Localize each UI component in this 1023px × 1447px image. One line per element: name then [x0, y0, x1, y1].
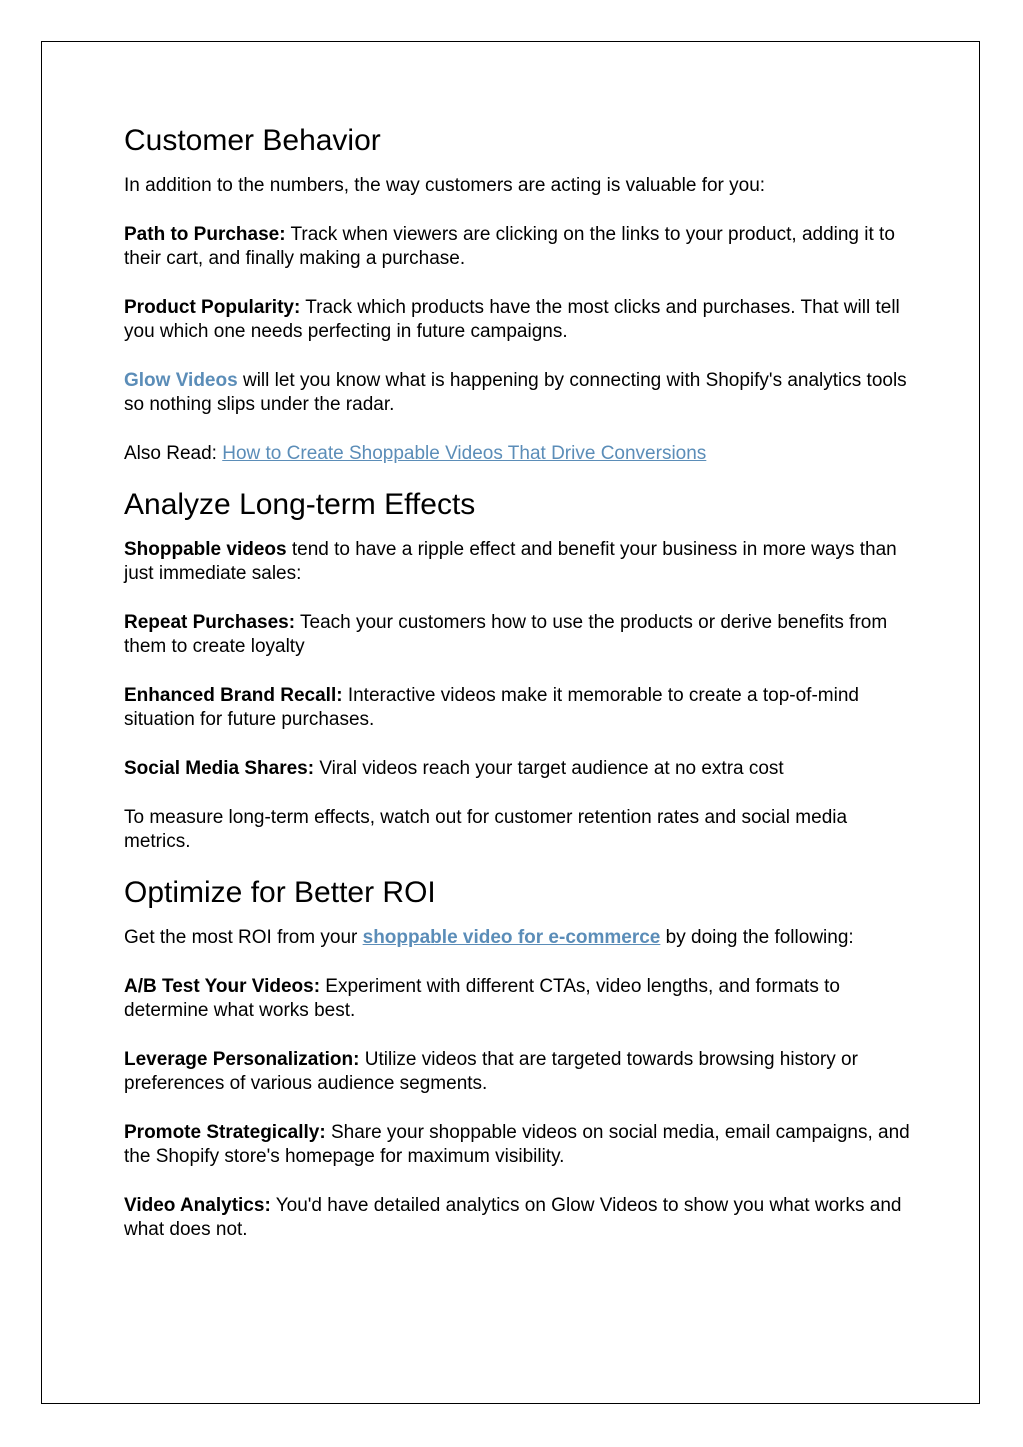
- intro-prefix: Get the most ROI from your: [124, 927, 363, 948]
- intro-text: tend to have a ripple effect and benefit your business in more ways than just immediate sales:: [124, 539, 897, 584]
- item-text: Track which products have the most clicks and purchases. That will tell you which one needs perfecting in future campaigns.: [124, 297, 900, 342]
- item-text: You'd have detailed analytics on Glow Videos to show you what works and what does not.: [124, 1195, 902, 1240]
- item-label: Repeat Purchases:: [124, 612, 296, 633]
- glow-videos-paragraph: [124, 369, 914, 417]
- also-read: [124, 442, 914, 466]
- item-label: Leverage Personalization:: [124, 1049, 360, 1070]
- also-read-link[interactable]: How to Create Shoppable Videos That Drive Conversions: [222, 443, 707, 464]
- item-label: A/B Test Your Videos:: [124, 976, 321, 997]
- item-text: Interactive videos make it memorable to create a top-of-mind situation for future purchases.: [124, 685, 859, 730]
- intro-suffix: by doing the following:: [660, 927, 854, 948]
- long-term-intro: [124, 538, 914, 586]
- ab-test-item: [124, 975, 914, 1023]
- item-label: Path to Purchase:: [124, 224, 286, 245]
- repeat-purchases-item: [124, 611, 914, 659]
- roi-intro: [124, 926, 914, 950]
- item-label: Promote Strategically:: [124, 1122, 326, 1143]
- item-text: Experiment with different CTAs, video lengths, and formats to determine what works best.: [124, 976, 840, 1021]
- brand-recall-item: [124, 684, 914, 732]
- item-text: Viral videos reach your target audience at no extra cost: [314, 758, 784, 779]
- item-label: Enhanced Brand Recall:: [124, 685, 343, 706]
- product-popularity-item: [124, 296, 914, 344]
- brand-paragraph-text: will let you know what is happening by connecting with Shopify's analytics tools so nothing slips under the radar.: [124, 370, 907, 415]
- shoppable-video-link[interactable]: shoppable video for e-commerce: [362, 927, 661, 948]
- video-analytics-item: [124, 1194, 914, 1242]
- customer-behavior-intro: In addition to the numbers, the way customers are acting is valuable for you:: [124, 175, 766, 196]
- heading-customer-behavior: Customer Behavior: [124, 124, 381, 157]
- path-to-purchase-item: [124, 223, 914, 271]
- heading-optimize-roi: Optimize for Better ROI: [124, 876, 436, 909]
- social-shares-item: [124, 757, 914, 781]
- glow-videos-brand: Glow Videos: [124, 370, 238, 391]
- document-body: [124, 122, 914, 1267]
- intro-label: Shoppable videos: [124, 539, 287, 560]
- item-label: Social Media Shares:: [124, 758, 315, 779]
- heading-long-term-effects: Analyze Long-term Effects: [124, 488, 476, 521]
- long-term-closing: To measure long-term effects, watch out for customer retention rates and social media metrics.: [124, 807, 848, 852]
- personalization-item: [124, 1048, 914, 1096]
- item-text: Share your shoppable videos on social media, email campaigns, and the Shopify store's homepage for maximum visibility.: [124, 1122, 910, 1167]
- item-text: Track when viewers are clicking on the links to your product, adding it to their cart, and finally making a purchase.: [124, 224, 895, 269]
- promote-item: [124, 1121, 914, 1169]
- item-text: Teach your customers how to use the products or derive benefits from them to create loyalty: [124, 612, 888, 657]
- item-label: Video Analytics:: [124, 1195, 271, 1216]
- item-text: Utilize videos that are targeted towards browsing history or preferences of various audience segments.: [124, 1049, 858, 1094]
- item-label: Product Popularity:: [124, 297, 301, 318]
- also-read-prefix: Also Read:: [124, 443, 223, 464]
